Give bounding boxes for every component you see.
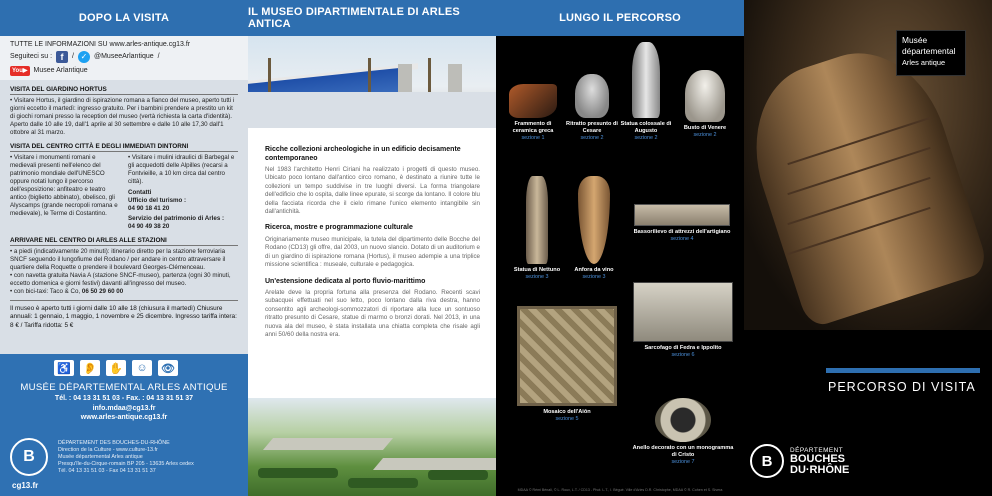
sarcophagus-image [633,282,733,342]
sign-language-icon: ✋ [106,360,126,376]
garden-section [0,84,248,137]
arrive-shuttle: • con navetta gratuita Navia A (stazione SNCF-museo), partenza (ogni 30 minuti, eccetto domenica e giorni festivi) davanti all'ingresso del museo. [10,272,231,287]
museum-badge: Musée départemental Arles antique [896,30,966,76]
panel1-header: DOPO LA VISITA [0,0,248,36]
cover-title: PERCORSO DI VISITA [828,380,976,394]
contacts-heritage-phone: 04 90 49 38 20 [128,223,170,230]
city-right-text: • Visitare i mulini idraulici di Barbegal e gli acquedotti delle Alpilles (recarsi a Fontvieille, a 10 km circa dal centro città). [128,154,235,185]
garden-text: • Visitare Hortus, il giardino di ispirazione romana a fianco del museo, aperto tutti i giorni eccetto il martedì: ingresso gratuito. Per i bambini prendere a prestito un kit di giochi romani presso la reception del museo (vertà richiesta la carta d'identità). Aperto dalle 10 alle 19, dall'1 aprile al 30 settembre e dalle 10 alle 17,30 dall'1 ottobre al 31 marzo. [10,97,235,136]
para-extension: Arelate deve la propria fortuna alla presenza del Rodano. Recenti scavi subacquei effettuati nel suo letto, poco lontano dalla riva destra, hanno consentito agli archeologi-sommozzatori di riportare alla luce un sontuoso ritratto presunto di Cesare, statue di marmo o bronzi dorati. Nel 2013, in una nuova ala del museo, è stata installata una chiatta completa che risale agli anni 50/60 della nostra era. [265,289,480,339]
panel2-header: IL MUSEO DIPARTIMENTALE DI ARLES ANTICA [248,0,496,36]
contacts-tourism-phone: 04 90 18 41 20 [128,205,170,212]
department-logo-icon: B [10,438,48,476]
item-wine-amphora: Anfora da vino sezione 3 [566,176,622,281]
para-research: Originariamente museo municipale, la tutela del dipartimento delle Bocche del Rodano (CD13) gli offre, dal 2003, un nuovo slancio. Dotato di un auditorium e di un giardino di ispirazione romana (Hortus), il museo adempie a una triplice missione scientifica : museale, culturale e pedagogica. [265,235,480,269]
arrive-section [0,235,248,296]
hearing-icon: 👂 [80,360,100,376]
heading-collections: Ricche collezioni archeologiche in un edificio decisamente contemporaneo [265,146,461,162]
item-caesar-portrait: Ritratto presunto di Cesare sezione 2 [564,74,620,142]
item-tools-relief: Bassorilievo di attrezzi dell'artigiano sezione 4 [630,204,734,243]
city-title: VISITA DEL CENTRO CITTÀ E DEGLI IMMEDIATI DINTORNI [10,141,238,152]
panel-after-visit [0,0,248,496]
youtube-icon[interactable]: You▶ [12,68,28,74]
museum-name: MUSÉE DÉPARTEMENTAL ARLES ANTIQUE [20,382,228,393]
panel3-header: LUNGO IL PERCORSO [496,0,744,36]
wheelchair-icon: ♿ [54,360,74,376]
phone-line: Tél. : 04 13 31 51 03 - Fax. : 04 13 31 51 37 [54,395,194,402]
info-line: TUTTE LE INFORMAZIONI SU www.arles-antique.cg13.fr [10,41,191,48]
panel-along-route [496,0,744,496]
para-collections: Nel 1983 l'architetto Henri Ciriani ha realizzato i progetti di questo museo. Ubicato poco lontano dall'antico circo romano, è destinato a riunire tutte le collezioni un tempo suddivise in tre luoghi diversi. La forma triangolare dell'edificio che lo ospita, dalle linee epurate, si scorge da lontano. Il colore blu della facciata ricorda che il cielo rimane l'unico elemento intangibile sin dall'antichità. [265,166,480,216]
twitter-icon[interactable]: ✓ [78,51,90,63]
email-link[interactable]: info.mdaa@cg13.fr [92,404,156,412]
visual-icon: 👁 [158,360,178,376]
caesar-image [575,74,609,118]
cognitive-icon: ☺ [132,360,152,376]
contacts-tourism: Ufficio del turismo : [128,197,187,204]
relief-image [634,204,730,226]
gray-band [248,92,496,128]
boat-photo [744,0,992,330]
panel-museum [248,0,496,496]
city-right-col [128,154,238,231]
garden-title: VISITA DEL GIARDINO HORTUS [10,84,238,95]
item-venus-bust: Busto di Venere sezione 2 [674,70,736,139]
photo-credits: MDAA © Rémi Bénali, © L. Roux, L.T. / CD13 - Phot. L.T., I. Bégué. Ville d'Arles D.R. Christophe, MDAA © R. Cohen et S. Sivera [517,488,723,492]
cg13-link[interactable]: cg13.fr [12,481,39,490]
mosaic-image [517,306,617,406]
arrive-walk: • a piedi (indicativamente 20 minuti): itinerario diretto per la stazione ferroviaria SNCF seguendo il lungofiume del Rodano / per andare in centro attraversare il quartiere della Roquette o prendere il boulevard Georges-Clémenceau. [10,248,226,271]
twitter-handle[interactable]: @MuseeArlantique [93,53,154,60]
contact-footer [0,354,248,496]
heading-research: Ricerca, mostre e programmazione culturale [265,224,413,232]
info-block [0,36,248,80]
dept-block [10,438,194,476]
department-logo-icon: B [750,444,784,478]
arrive-bike: • con bici-taxi: Taco & Co, 06 50 29 60 00 [10,288,124,295]
heading-extension: Un'estensione dedicata al porto fluvio-marittimo [265,277,426,285]
youtube-label[interactable]: Musee Arlantique [33,67,88,74]
ring-image [655,398,711,442]
opening-hours: Il museo è aperto tutti i giorni dalle 10 alle 18 (chiusura il martedì) Chiusure annuali: 1 gennaio, 1 maggio, 1 novembre e 25 dicembre. Ingresso tariffa intera: 8 € / Tariffa ridotta: 5 € [10,300,238,334]
neptune-image [526,176,548,264]
accessibility-icons [0,354,248,376]
bike-phone: 06 50 29 60 00 [81,288,124,295]
item-phaedra-sarcophagus: Sarcofago di Fedra e Ippolito sezione 6 [630,282,736,359]
website-link[interactable]: www.arles-antique.cg13.fr [80,414,168,421]
city-section [0,141,248,231]
amphora-image [578,176,610,264]
museum-text [265,146,480,348]
ceramic-image [509,84,557,118]
follow-label: Seguiteci su : [10,53,53,60]
item-augustus-statue: Statua colossale di Augusto sezione 2 [618,42,674,142]
department-brand: B DÉPARTEMENT BOUCHES DU·RHÔNE [750,444,849,478]
contacts-title: Contatti [128,189,152,196]
facebook-icon[interactable]: f [56,51,68,63]
venus-image [685,70,725,122]
item-greek-ceramic: Frammento di ceramica greca sezione 1 [504,84,562,142]
item-christ-ring: Anello decorato con un monogramma di Cristo sezione 7 [630,398,736,466]
arrive-title: ARRIVARE NEL CENTRO DI ARLES ALLE STAZIONI [10,235,238,246]
contacts-heritage: Servizio del patrimonio di Arles : [128,215,225,222]
item-aion-mosaic: Mosaico dell'Aiôn sezione 5 [510,306,624,423]
augustus-image [632,42,660,118]
dept-text: DÉPARTEMENT DES BOUCHES-DU-RHÔNE Direction de la Culture - www.culture-13.fr Musée départemental Arles antique Presqu'île-du-Cirque-romain BP 205 - 13635 Arles cedex Tél. 04 13 31 51 03 - Fax 04 13 31 51 37 [58,440,194,474]
city-left-text: • Visitare i monumenti romani e medievali presenti nell'elenco del patrimonio mondiale dell'UNESCO oppure notati lungo il percorso dell'esposizione: anfiteatro e teatro antico (biglietto abbinato), obelisco, gli Alyscamps (grande necropoli romana e medievale), le Terme di Costantino. [10,154,118,217]
item-neptune-statue: Statua di Nettuno sezione 3 [510,176,564,281]
panel-cover [744,0,992,496]
youtube-row [10,64,238,78]
social-row: Seguiteci su : f / ✓ @MuseeArlantique / [10,52,160,62]
title-accent-bar [826,368,980,373]
garden-photo [248,398,496,496]
